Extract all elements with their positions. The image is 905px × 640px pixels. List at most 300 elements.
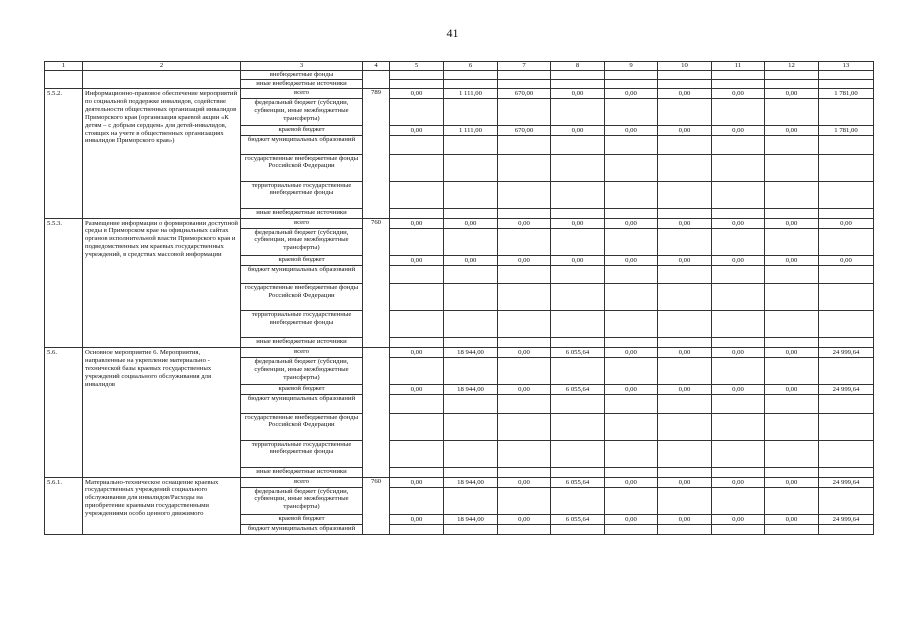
source-label: краевой бюджет <box>241 385 363 395</box>
value-cell <box>765 467 819 477</box>
header-cell: 4 <box>363 62 390 71</box>
value-cell <box>390 208 444 218</box>
value-cell <box>819 181 874 208</box>
budget-table <box>44 61 874 535</box>
value-cell <box>765 154 819 181</box>
source-label: федеральный бюджет (субсидии, субвенции, иные межбюджетные трансферты) <box>241 228 363 255</box>
value-cell <box>390 265 444 284</box>
value-cell <box>712 99 765 126</box>
value-cell: 0,00 <box>819 218 874 228</box>
value-cell: 18 944,00 <box>444 385 498 395</box>
value-cell: 0,00 <box>390 255 444 265</box>
value-cell <box>605 440 658 467</box>
value-cell <box>390 228 444 255</box>
value-cell: 18 944,00 <box>444 348 498 358</box>
section-code: 5.5.2. <box>45 89 83 219</box>
value-cell <box>819 440 874 467</box>
value-cell <box>765 80 819 89</box>
value-cell: 0,00 <box>712 218 765 228</box>
value-cell <box>498 395 551 414</box>
table-row <box>45 89 874 99</box>
value-cell: 6 055,64 <box>551 348 605 358</box>
value-cell <box>765 395 819 414</box>
value-cell <box>498 440 551 467</box>
table-row <box>45 348 874 358</box>
value-cell <box>605 80 658 89</box>
value-cell: 0,00 <box>605 514 658 524</box>
value-cell <box>658 467 712 477</box>
value-cell <box>819 338 874 348</box>
value-cell <box>390 395 444 414</box>
page-number: 41 <box>446 26 459 40</box>
value-cell <box>605 181 658 208</box>
source-label: всего <box>241 89 363 99</box>
value-cell <box>390 487 444 514</box>
value-cell: 0,00 <box>765 477 819 487</box>
value-cell <box>498 181 551 208</box>
value-cell <box>819 284 874 311</box>
value-cell <box>765 71 819 80</box>
value-cell: 0,00 <box>712 255 765 265</box>
value-cell <box>712 440 765 467</box>
value-cell <box>605 467 658 477</box>
value-cell <box>819 80 874 89</box>
header-row <box>45 62 874 71</box>
value-cell <box>819 136 874 155</box>
value-cell <box>712 154 765 181</box>
value-cell: 0,00 <box>658 385 712 395</box>
value-cell <box>658 71 712 80</box>
value-cell <box>444 228 498 255</box>
col4-cell <box>363 71 390 89</box>
value-cell <box>819 99 874 126</box>
value-cell <box>765 440 819 467</box>
value-cell: 0,00 <box>498 514 551 524</box>
value-cell <box>444 338 498 348</box>
value-cell: 24 999,64 <box>819 514 874 524</box>
value-cell <box>658 524 712 534</box>
source-label: территориальные государственные внебюджетные фонды <box>241 181 363 208</box>
section-title: Размещение информации о формировании доступной среды в Приморском крае на официальных сайтах органов исполнительной власти Приморского края и подведомственных им краевых государственных учреждений, в средствах массовой информации <box>83 218 241 348</box>
section-title: Основное мероприятие 6. Мероприятия, направленные на укрепление материально - технической базы краевых государственных учреждений социального обслуживания для инвалидов <box>83 348 241 478</box>
value-cell: 0,00 <box>605 255 658 265</box>
value-cell <box>551 440 605 467</box>
value-cell <box>498 284 551 311</box>
value-cell <box>658 228 712 255</box>
value-cell <box>605 524 658 534</box>
value-cell <box>605 395 658 414</box>
value-cell <box>444 524 498 534</box>
value-cell <box>390 311 444 338</box>
value-cell <box>444 487 498 514</box>
value-cell: 0,00 <box>551 126 605 136</box>
value-cell <box>605 487 658 514</box>
value-cell <box>551 413 605 440</box>
value-cell: 0,00 <box>658 514 712 524</box>
value-cell <box>390 99 444 126</box>
value-cell: 0,00 <box>712 348 765 358</box>
value-cell <box>712 413 765 440</box>
value-cell: 0,00 <box>712 477 765 487</box>
value-cell: 18 944,00 <box>444 477 498 487</box>
section-code: 5.6. <box>45 348 83 478</box>
value-cell: 6 055,64 <box>551 385 605 395</box>
value-cell <box>444 311 498 338</box>
value-cell: 0,00 <box>498 348 551 358</box>
section-col4: 760 <box>363 218 390 348</box>
header-cell: 3 <box>241 62 363 71</box>
value-cell <box>765 358 819 385</box>
value-cell <box>498 467 551 477</box>
value-cell <box>551 136 605 155</box>
value-cell <box>765 311 819 338</box>
value-cell <box>605 358 658 385</box>
value-cell: 0,00 <box>658 348 712 358</box>
value-cell: 0,00 <box>605 348 658 358</box>
value-cell <box>444 80 498 89</box>
value-cell: 0,00 <box>605 477 658 487</box>
value-cell <box>444 71 498 80</box>
value-cell: 0,00 <box>605 126 658 136</box>
value-cell <box>605 265 658 284</box>
value-cell <box>712 524 765 534</box>
value-cell <box>551 71 605 80</box>
value-cell <box>765 265 819 284</box>
value-cell: 0,00 <box>712 89 765 99</box>
value-cell <box>765 99 819 126</box>
value-cell: 0,00 <box>390 218 444 228</box>
value-cell <box>765 208 819 218</box>
value-cell <box>551 395 605 414</box>
value-cell: 0,00 <box>390 126 444 136</box>
value-cell: 1 111,00 <box>444 126 498 136</box>
value-cell <box>444 181 498 208</box>
value-cell: 0,00 <box>712 514 765 524</box>
value-cell: 0,00 <box>444 218 498 228</box>
value-cell: 0,00 <box>605 89 658 99</box>
value-cell <box>819 524 874 534</box>
header-cell: 6 <box>444 62 498 71</box>
source-label: территориальные государственные внебюджетные фонды <box>241 440 363 467</box>
value-cell <box>658 413 712 440</box>
value-cell <box>658 311 712 338</box>
value-cell <box>819 71 874 80</box>
value-cell <box>444 284 498 311</box>
table-row <box>45 71 874 80</box>
value-cell <box>444 440 498 467</box>
value-cell <box>444 99 498 126</box>
value-cell <box>658 99 712 126</box>
value-cell <box>390 181 444 208</box>
value-cell: 0,00 <box>765 385 819 395</box>
value-cell <box>605 228 658 255</box>
value-cell <box>765 413 819 440</box>
value-cell <box>390 524 444 534</box>
value-cell <box>498 338 551 348</box>
source-label: всего <box>241 348 363 358</box>
header-cell: 9 <box>605 62 658 71</box>
value-cell <box>498 71 551 80</box>
value-cell <box>444 413 498 440</box>
source-label: всего <box>241 477 363 487</box>
section-col4: 760 <box>363 477 390 534</box>
value-cell <box>551 467 605 477</box>
value-cell <box>551 358 605 385</box>
value-cell <box>712 71 765 80</box>
value-cell <box>390 467 444 477</box>
value-cell <box>498 80 551 89</box>
value-cell <box>605 71 658 80</box>
value-cell <box>658 265 712 284</box>
value-cell: 670,00 <box>498 126 551 136</box>
value-cell: 0,00 <box>390 348 444 358</box>
value-cell: 0,00 <box>605 385 658 395</box>
value-cell: 1 781,00 <box>819 126 874 136</box>
value-cell <box>444 358 498 385</box>
value-cell <box>658 80 712 89</box>
value-cell: 0,00 <box>765 348 819 358</box>
value-cell: 0,00 <box>498 218 551 228</box>
value-cell <box>658 208 712 218</box>
value-cell <box>712 208 765 218</box>
value-cell <box>605 311 658 338</box>
value-cell <box>444 136 498 155</box>
value-cell <box>551 208 605 218</box>
value-cell <box>551 181 605 208</box>
value-cell <box>819 487 874 514</box>
value-cell <box>765 524 819 534</box>
value-cell <box>444 395 498 414</box>
value-cell: 0,00 <box>765 89 819 99</box>
value-cell <box>390 440 444 467</box>
value-cell <box>605 99 658 126</box>
header-cell: 2 <box>83 62 241 71</box>
source-label: иные внебюджетные источники <box>241 467 363 477</box>
value-cell <box>765 228 819 255</box>
value-cell: 24 999,64 <box>819 385 874 395</box>
section-code: 5.6.1. <box>45 477 83 534</box>
source-label: территориальные государственные внебюджетные фонды <box>241 311 363 338</box>
value-cell: 6 055,64 <box>551 514 605 524</box>
value-cell <box>765 136 819 155</box>
value-cell <box>819 208 874 218</box>
value-cell: 0,00 <box>658 218 712 228</box>
value-cell <box>498 228 551 255</box>
value-cell <box>498 208 551 218</box>
value-cell <box>712 284 765 311</box>
value-cell <box>551 228 605 255</box>
header-cell: 13 <box>819 62 874 71</box>
value-cell: 0,00 <box>390 477 444 487</box>
value-cell <box>765 181 819 208</box>
source-cell: внебюджетные фонды <box>241 71 363 80</box>
value-cell <box>658 358 712 385</box>
header-cell: 1 <box>45 62 83 71</box>
section-col4 <box>363 348 390 478</box>
value-cell <box>658 136 712 155</box>
value-cell <box>551 487 605 514</box>
value-cell <box>444 265 498 284</box>
value-cell <box>658 440 712 467</box>
source-label: государственные внебюджетные фонды Российской Федерации <box>241 413 363 440</box>
value-cell: 670,00 <box>498 89 551 99</box>
value-cell <box>819 413 874 440</box>
value-cell: 24 999,64 <box>819 477 874 487</box>
section-title: Информационно-правовое обеспечение мероприятий по социальной поддержке инвалидов, содействие деятельности общественных организаций инвалидов Приморского края (организация краевой акции «К детям – с добрым сердцем» для детей-инвалидов, стоящих на учете в общественных организациях инвалидов Приморского края») <box>83 89 241 219</box>
value-cell: 0,00 <box>819 255 874 265</box>
value-cell <box>498 413 551 440</box>
section-title: Материально-техническое оснащение краевых государственных учреждений социального обслуживания для инвалидов/Расходы на приобретение краевыми государственными учреждениями особо ценного движимого <box>83 477 241 534</box>
source-cell: иные внебюджетные источники <box>241 80 363 89</box>
value-cell <box>498 154 551 181</box>
value-cell <box>605 136 658 155</box>
value-cell <box>658 154 712 181</box>
desc-cell <box>83 71 241 89</box>
value-cell: 0,00 <box>765 514 819 524</box>
value-cell <box>444 467 498 477</box>
value-cell <box>712 311 765 338</box>
value-cell: 0,00 <box>498 385 551 395</box>
value-cell: 0,00 <box>498 477 551 487</box>
value-cell <box>551 284 605 311</box>
value-cell <box>551 338 605 348</box>
value-cell <box>605 154 658 181</box>
value-cell <box>551 265 605 284</box>
value-cell <box>390 154 444 181</box>
code-cell <box>45 71 83 89</box>
section-code: 5.5.3. <box>45 218 83 348</box>
value-cell <box>712 467 765 477</box>
value-cell <box>819 358 874 385</box>
source-label: государственные внебюджетные фонды Российской Федерации <box>241 154 363 181</box>
value-cell <box>551 311 605 338</box>
source-label: иные внебюджетные источники <box>241 208 363 218</box>
source-label: краевой бюджет <box>241 514 363 524</box>
value-cell <box>498 487 551 514</box>
value-cell <box>712 136 765 155</box>
value-cell <box>765 338 819 348</box>
value-cell <box>390 338 444 348</box>
table-row <box>45 218 874 228</box>
value-cell <box>605 284 658 311</box>
value-cell <box>712 181 765 208</box>
value-cell <box>658 181 712 208</box>
source-label: бюджет муниципальных образований <box>241 395 363 414</box>
value-cell: 0,00 <box>658 255 712 265</box>
value-cell <box>551 99 605 126</box>
value-cell <box>605 208 658 218</box>
source-label: федеральный бюджет (субсидии, субвенции, иные межбюджетные трансферты) <box>241 99 363 126</box>
source-label: государственные внебюджетные фонды Российской Федерации <box>241 284 363 311</box>
value-cell: 0,00 <box>498 255 551 265</box>
value-cell <box>498 99 551 126</box>
value-cell: 24 999,64 <box>819 348 874 358</box>
value-cell <box>765 284 819 311</box>
value-cell: 0,00 <box>712 385 765 395</box>
value-cell: 0,00 <box>712 126 765 136</box>
value-cell <box>444 154 498 181</box>
value-cell: 0,00 <box>551 89 605 99</box>
value-cell: 0,00 <box>765 126 819 136</box>
value-cell: 1 111,00 <box>444 89 498 99</box>
value-cell: 18 944,00 <box>444 514 498 524</box>
value-cell <box>498 524 551 534</box>
value-cell <box>498 265 551 284</box>
value-cell: 1 781,00 <box>819 89 874 99</box>
header-cell: 5 <box>390 62 444 71</box>
value-cell: 0,00 <box>658 477 712 487</box>
value-cell <box>819 311 874 338</box>
value-cell <box>658 395 712 414</box>
header-cell: 10 <box>658 62 712 71</box>
header-cell: 7 <box>498 62 551 71</box>
value-cell <box>605 413 658 440</box>
value-cell <box>551 154 605 181</box>
value-cell <box>819 154 874 181</box>
source-label: бюджет муниципальных образований <box>241 136 363 155</box>
header-cell: 8 <box>551 62 605 71</box>
source-label: всего <box>241 218 363 228</box>
value-cell <box>765 487 819 514</box>
value-cell: 0,00 <box>658 89 712 99</box>
value-cell <box>712 338 765 348</box>
value-cell: 6 055,64 <box>551 477 605 487</box>
value-cell <box>712 228 765 255</box>
source-label: краевой бюджет <box>241 255 363 265</box>
source-label: федеральный бюджет (субсидии, субвенции, иные межбюджетные трансферты) <box>241 487 363 514</box>
value-cell <box>498 136 551 155</box>
value-cell <box>819 265 874 284</box>
value-cell <box>390 284 444 311</box>
header-cell: 12 <box>765 62 819 71</box>
value-cell <box>658 338 712 348</box>
value-cell <box>712 395 765 414</box>
value-cell <box>819 228 874 255</box>
value-cell: 0,00 <box>390 514 444 524</box>
value-cell <box>390 136 444 155</box>
value-cell: 0,00 <box>605 218 658 228</box>
value-cell <box>498 358 551 385</box>
source-label: иные внебюджетные источники <box>241 338 363 348</box>
value-cell: 0,00 <box>658 126 712 136</box>
value-cell <box>390 358 444 385</box>
table-row <box>45 477 874 487</box>
value-cell: 0,00 <box>551 255 605 265</box>
value-cell <box>498 311 551 338</box>
value-cell: 0,00 <box>765 255 819 265</box>
value-cell <box>819 467 874 477</box>
value-cell: 0,00 <box>444 255 498 265</box>
source-label: федеральный бюджет (субсидии, субвенции, иные межбюджетные трансферты) <box>241 358 363 385</box>
source-label: бюджет муниципальных образований <box>241 265 363 284</box>
value-cell <box>444 208 498 218</box>
source-label: краевой бюджет <box>241 126 363 136</box>
section-col4: 789 <box>363 89 390 219</box>
value-cell <box>819 395 874 414</box>
value-cell <box>551 524 605 534</box>
value-cell: 0,00 <box>765 218 819 228</box>
value-cell <box>390 413 444 440</box>
value-cell <box>712 358 765 385</box>
header-cell: 11 <box>712 62 765 71</box>
value-cell <box>712 487 765 514</box>
value-cell <box>390 80 444 89</box>
source-label: бюджет муниципальных образований <box>241 524 363 534</box>
value-cell <box>551 80 605 89</box>
value-cell <box>712 265 765 284</box>
value-cell: 0,00 <box>551 218 605 228</box>
value-cell: 0,00 <box>390 385 444 395</box>
